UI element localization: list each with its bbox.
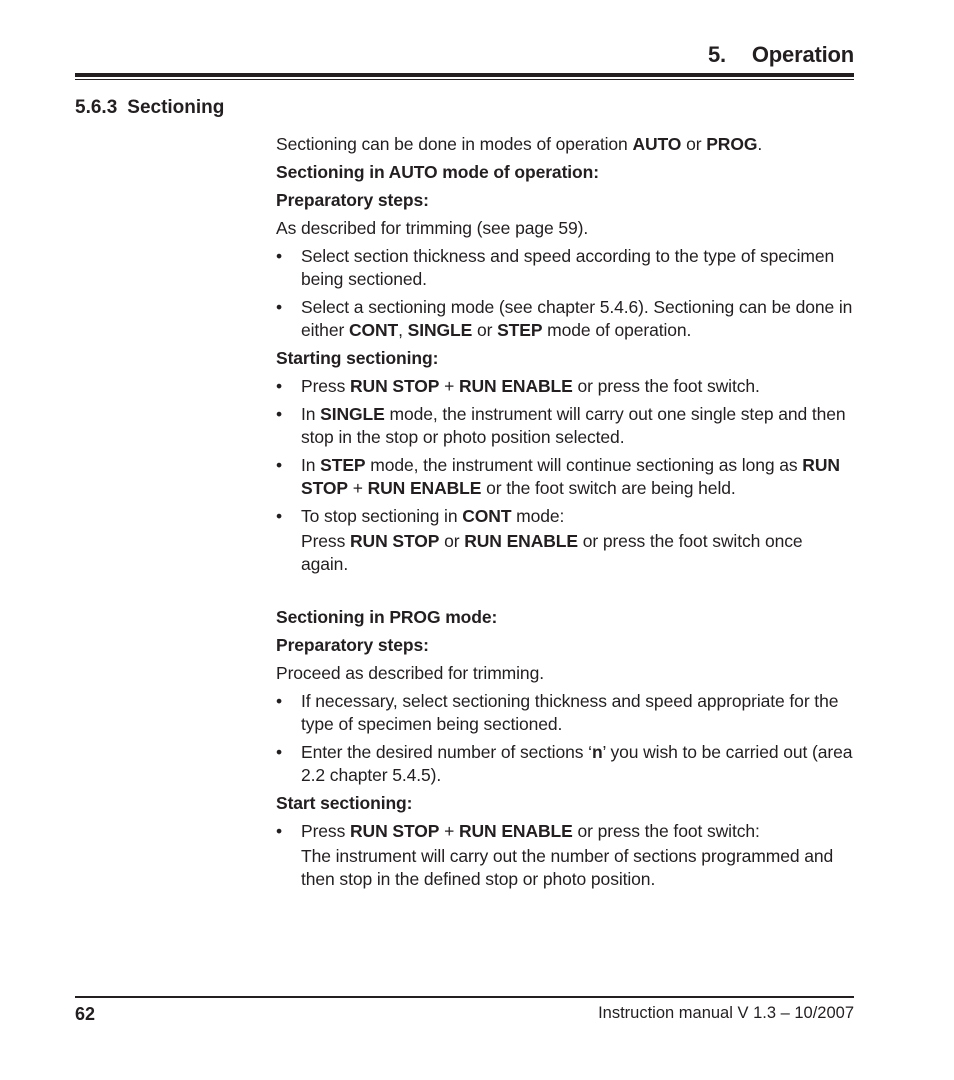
page-number: 62	[75, 1004, 96, 1024]
chapter-heading	[708, 42, 854, 68]
list-item-continuation: Press RUN STOP or RUN ENABLE or press the foot switch once again.	[301, 531, 803, 574]
auto-prep-heading: Preparatory steps:	[276, 190, 429, 210]
auto-prep-text: As described for trimming (see page 59).	[276, 218, 589, 238]
list-item-continuation: The instrument will carry out the number of sections programmed and then stop in the defined stop or photo position.	[301, 846, 834, 889]
prog-prep-heading: Preparatory steps:	[276, 635, 429, 655]
list-item: • To stop sectioning in CONT mode:	[276, 506, 565, 526]
bullet-mark: •	[276, 691, 283, 711]
list-item: • If necessary, select sectioning thickness and speed appropriate for the type of specimen being sectioned.	[276, 691, 839, 734]
auto-mode-heading: Sectioning in AUTO mode of operation:	[276, 162, 599, 182]
footer-text: Instruction manual V 1.3 – 10/2007	[598, 1004, 854, 1022]
list-item: • In SINGLE mode, the instrument will carry out one single step and then stop in the stop or photo position selected.	[276, 404, 846, 447]
bullet-mark: •	[276, 455, 283, 475]
auto-start-heading: Starting sectioning:	[276, 348, 439, 368]
bullet-mark: •	[276, 376, 283, 396]
list-item: • Select a sectioning mode (see chapter 5.4.6). Sectioning can be done in either CONT, SINGLE or STEP mode of operation.	[276, 297, 853, 340]
bullet-mark: •	[276, 821, 283, 841]
chapter-title: Operation	[751, 42, 854, 67]
bullet-mark: •	[276, 506, 283, 526]
bullet-mark: •	[276, 297, 283, 317]
list-item: • Press RUN STOP + RUN ENABLE or press the foot switch.	[276, 376, 760, 396]
list-item: • In STEP mode, the instrument will continue sectioning as long as RUN STOP + RUN ENABLE or the foot switch are being held.	[276, 455, 840, 498]
prog-mode-heading: Sectioning in PROG mode:	[276, 607, 498, 627]
section-title: Sectioning	[127, 97, 225, 118]
header-rule-thin	[75, 79, 854, 80]
list-item: • Select section thickness and speed according to the type of specimen being sectioned.	[276, 246, 835, 289]
section-body	[276, 133, 854, 896]
section-number: 5.6.3	[75, 97, 118, 118]
chapter-number: 5.	[707, 42, 726, 67]
list-item: • Press RUN STOP + RUN ENABLE or press the foot switch:	[276, 821, 760, 841]
prog-start-heading: Start sectioning:	[276, 793, 413, 813]
intro-paragraph: Sectioning can be done in modes of operation AUTO or PROG.	[276, 134, 763, 154]
bullet-mark: •	[276, 742, 283, 762]
footer-rule	[75, 996, 854, 998]
header-rule-thick	[75, 73, 854, 77]
bullet-mark: •	[276, 246, 283, 266]
spacer	[276, 581, 854, 606]
section-heading	[75, 97, 224, 119]
bullet-mark: •	[276, 404, 283, 424]
list-item: • Enter the desired number of sections ‘n’ you wish to be carried out (area 2.2 chapter 5.4.5).	[276, 742, 853, 785]
prog-prep-text: Proceed as described for trimming.	[276, 663, 544, 683]
